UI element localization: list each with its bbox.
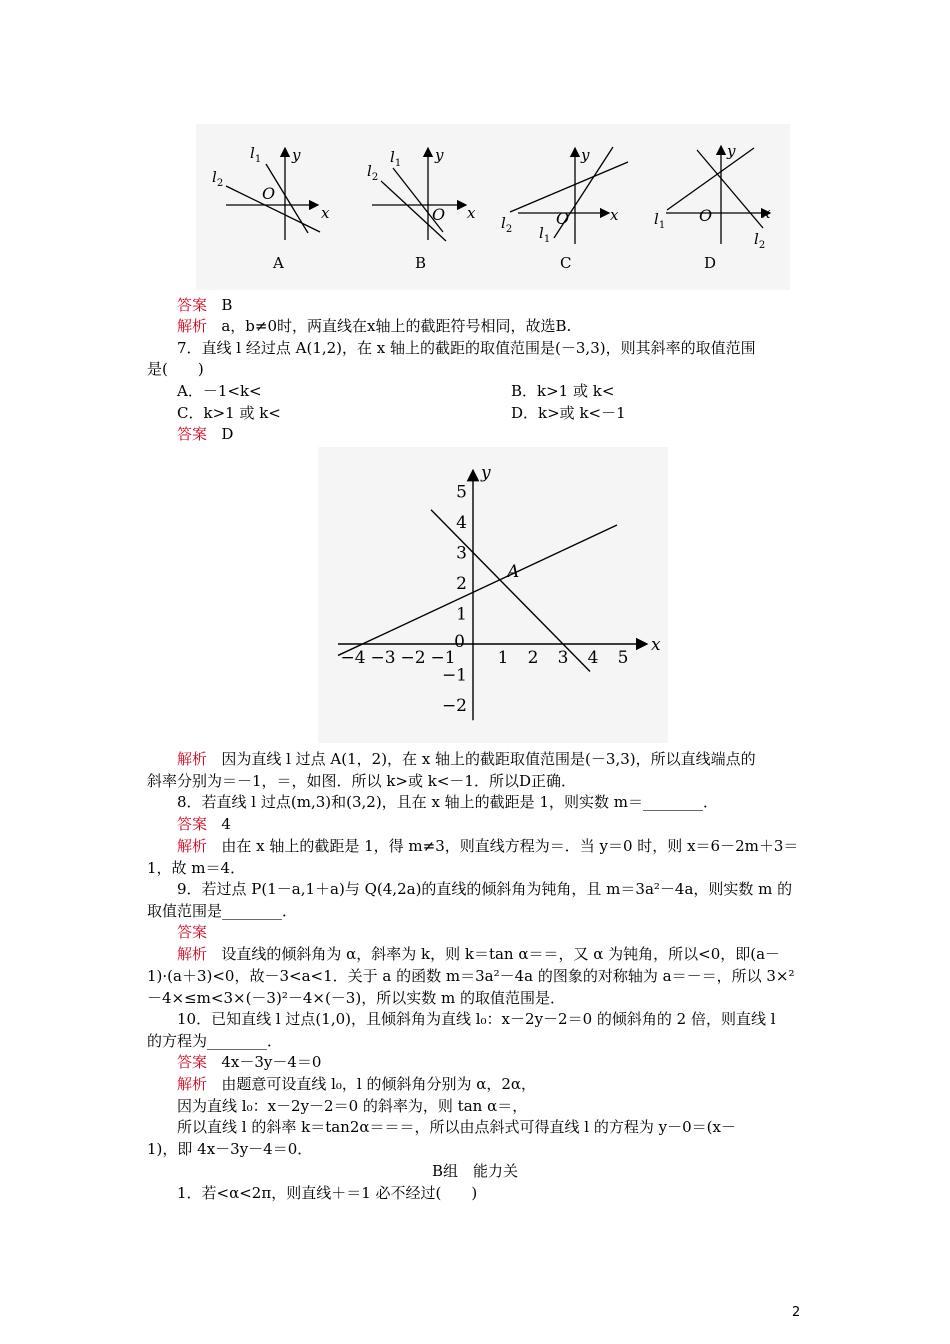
section-title: B组 能力关 xyxy=(431,1162,519,1180)
q9-stem-line1: 9．若过点 P(1－a,1＋a)与 Q(4,2a)的直线的倾斜角为钝角，且 m＝3a²－4a，则实数 m 的 xyxy=(177,880,793,898)
q7-option-d: D．k>或 k<－1 xyxy=(511,404,626,422)
analysis-label: 解析 xyxy=(177,837,208,855)
panel-c xyxy=(501,146,628,272)
q7-stem-line1: 7．直线 l 经过点 A(1,2)，在 x 轴上的截距的取值范围是(－3,3)，则其斜率的取值范围 xyxy=(177,339,756,357)
x-tick-label: 2 xyxy=(527,648,539,668)
answer-label: 答案 xyxy=(177,815,208,833)
four-diagrams-svg xyxy=(196,124,790,290)
answer-value: 4x－3y－4＝0 xyxy=(221,1053,322,1071)
panel-b xyxy=(367,146,476,272)
q8-answer xyxy=(177,815,231,834)
panel-label: C xyxy=(560,254,572,272)
q10-answer xyxy=(177,1053,321,1072)
line-l2 xyxy=(510,162,628,212)
l2-label: $l_2$ xyxy=(754,230,766,251)
l1-label: $l_1$ xyxy=(539,224,551,245)
q7-chart-svg xyxy=(318,447,668,743)
panel-label: D xyxy=(704,254,717,272)
x-tick-label: −2 xyxy=(400,648,426,668)
analysis-text: 由题意可设直线 l₀，l 的倾斜角分别为 α，2α， xyxy=(221,1075,537,1093)
q6-answer xyxy=(177,296,232,315)
y-tick-label: 2 xyxy=(456,574,467,594)
x-tick-label: 5 xyxy=(617,648,629,668)
figure-q7-chart xyxy=(318,447,668,743)
l2-label: $l_2$ xyxy=(212,168,224,189)
q7-option-b: B．k>1 或 k< xyxy=(511,382,615,400)
q9-answer xyxy=(177,923,207,942)
x-axis-label: x xyxy=(651,635,661,655)
q10-analysis-line1 xyxy=(177,1075,536,1094)
y-tick-label: 1 xyxy=(456,604,467,625)
origin-label: O xyxy=(262,184,276,203)
q8-analysis-line2: 1，故 m＝4． xyxy=(147,859,246,877)
y-axis-label: y xyxy=(481,463,491,484)
q9-analysis-line2: 1)·(a＋3)<0，故－3<a<1．关于 a 的函数 m＝3a²－4a 的图象的对称轴为 a＝－＝，所以 3×² xyxy=(147,967,795,985)
analysis-label: 解析 xyxy=(177,1075,208,1093)
answer-label: 答案 xyxy=(177,425,208,443)
y-label: y xyxy=(581,146,590,164)
q9-analysis-line3: －4×≤m<3×(－3)²－4×(－3)，所以实数 m 的取值范围是． xyxy=(147,989,565,1007)
analysis-text: 由在 x 轴上的截距是 1，得 m≠3，则直线方程为＝．当 y＝0 时，则 x＝6－2m＋3＝ xyxy=(221,837,799,855)
y-tick-label: 4 xyxy=(456,513,467,533)
analysis-label: 解析 xyxy=(177,945,208,963)
q7-stem-line2: 是( ) xyxy=(147,360,204,378)
y-label: y xyxy=(292,146,301,164)
answer-value: B xyxy=(221,296,233,314)
analysis-text: a，b≠0时，两直线在x轴上的截距符号相同，故选B. xyxy=(221,317,572,335)
x-tick-label: 1 xyxy=(497,648,509,668)
panel-label: B xyxy=(415,254,427,272)
q7-option-a: A．－1<k< xyxy=(177,382,262,400)
y-label: y xyxy=(727,142,736,160)
x-tick-label: −1 xyxy=(430,648,456,668)
section-q1: 1．若<α<2π，则直线＋＝1 必不经过( ) xyxy=(177,1184,478,1202)
x-tick-label: 4 xyxy=(587,648,599,668)
q10-analysis-line3: 所以直线 l 的斜率 k＝tan2α＝＝＝，所以由点斜式可得直线 l 的方程为 y－0＝(x－ xyxy=(177,1118,736,1136)
l2-label: $l_2$ xyxy=(367,162,379,183)
x-label: x xyxy=(762,204,771,222)
figure-four-line-diagrams xyxy=(196,124,790,290)
l1-label: $l_1$ xyxy=(654,210,666,231)
q8-stem: 8．若直线 l 过点(m,3)和(3,2)，且在 x 轴上的截距是 1，则实数 m＝________． xyxy=(177,793,718,811)
analysis-label: 解析 xyxy=(177,750,208,768)
analysis-label: 解析 xyxy=(177,317,208,335)
x-label: x xyxy=(610,206,619,224)
panel-d xyxy=(654,142,771,272)
origin-label: O xyxy=(432,205,446,224)
y-label: y xyxy=(435,146,444,164)
panel-label: A xyxy=(273,254,284,272)
x-label: x xyxy=(467,204,476,222)
origin-label: O xyxy=(556,209,570,228)
panel-a xyxy=(212,144,330,272)
y-tick-label: 5 xyxy=(456,482,467,503)
origin-label: O xyxy=(699,206,713,225)
page-number: 2 xyxy=(792,1305,801,1320)
q7-answer xyxy=(177,425,233,444)
q8-analysis-line1 xyxy=(177,837,798,856)
q9-stem-line2: 取值范围是________． xyxy=(147,902,298,920)
answer-label: 答案 xyxy=(177,1053,208,1071)
q10-analysis-line2: 因为直线 l₀：x－2y－2＝0 的斜率为，则 tan α＝， xyxy=(177,1097,528,1115)
answer-value: 4 xyxy=(221,815,231,833)
q10-stem-line2: 的方程为________． xyxy=(147,1032,283,1050)
answer-value: D xyxy=(221,425,234,443)
x-tick-label: 3 xyxy=(557,648,569,668)
x-tick-label: −3 xyxy=(370,648,396,668)
q9-analysis-line1 xyxy=(177,945,780,964)
l1-label: $l_1$ xyxy=(250,144,262,165)
q6-analysis xyxy=(177,317,571,336)
q10-analysis-line4: 1)，即 4x－3y－4＝0． xyxy=(147,1140,313,1158)
q7-analysis-line2: 斜率分别为＝－1，＝，如图．所以 k>或 k<－1．所以D正确． xyxy=(147,772,576,790)
answer-label: 答案 xyxy=(177,296,208,314)
x-label: x xyxy=(321,204,330,222)
l2-label: $l_2$ xyxy=(501,214,513,235)
q10-stem-line1: 10．已知直线 l 过点(1,0)，且倾斜角为直线 l₀：x－2y－2＝0 的倾斜角的 2 倍，则直线 l xyxy=(177,1010,776,1028)
series-line-1 xyxy=(338,525,617,655)
l1-label: $l_1$ xyxy=(390,148,402,169)
q7-analysis-line1 xyxy=(177,750,756,769)
answer-label: 答案 xyxy=(177,923,208,941)
y-tick-label: 3 xyxy=(456,543,467,564)
y-tick-label: −2 xyxy=(441,696,467,716)
x-tick-label: −4 xyxy=(340,648,366,668)
point-a-label: A xyxy=(507,562,520,582)
analysis-text: 因为直线 l 过点 A(1，2)，在 x 轴上的截距取值范围是(－3,3)，所以直线端点的 xyxy=(221,750,756,768)
analysis-text: 设直线的倾斜角为 α，斜率为 k，则 k＝tan α＝＝，又 α 为钝角，所以<0，即(a－ xyxy=(221,945,781,963)
line-l1 xyxy=(667,148,754,210)
y-tick-label: −1 xyxy=(441,665,467,686)
origin-label: 0 xyxy=(454,632,465,652)
q7-option-c: C．k>1 或 k< xyxy=(177,404,281,422)
